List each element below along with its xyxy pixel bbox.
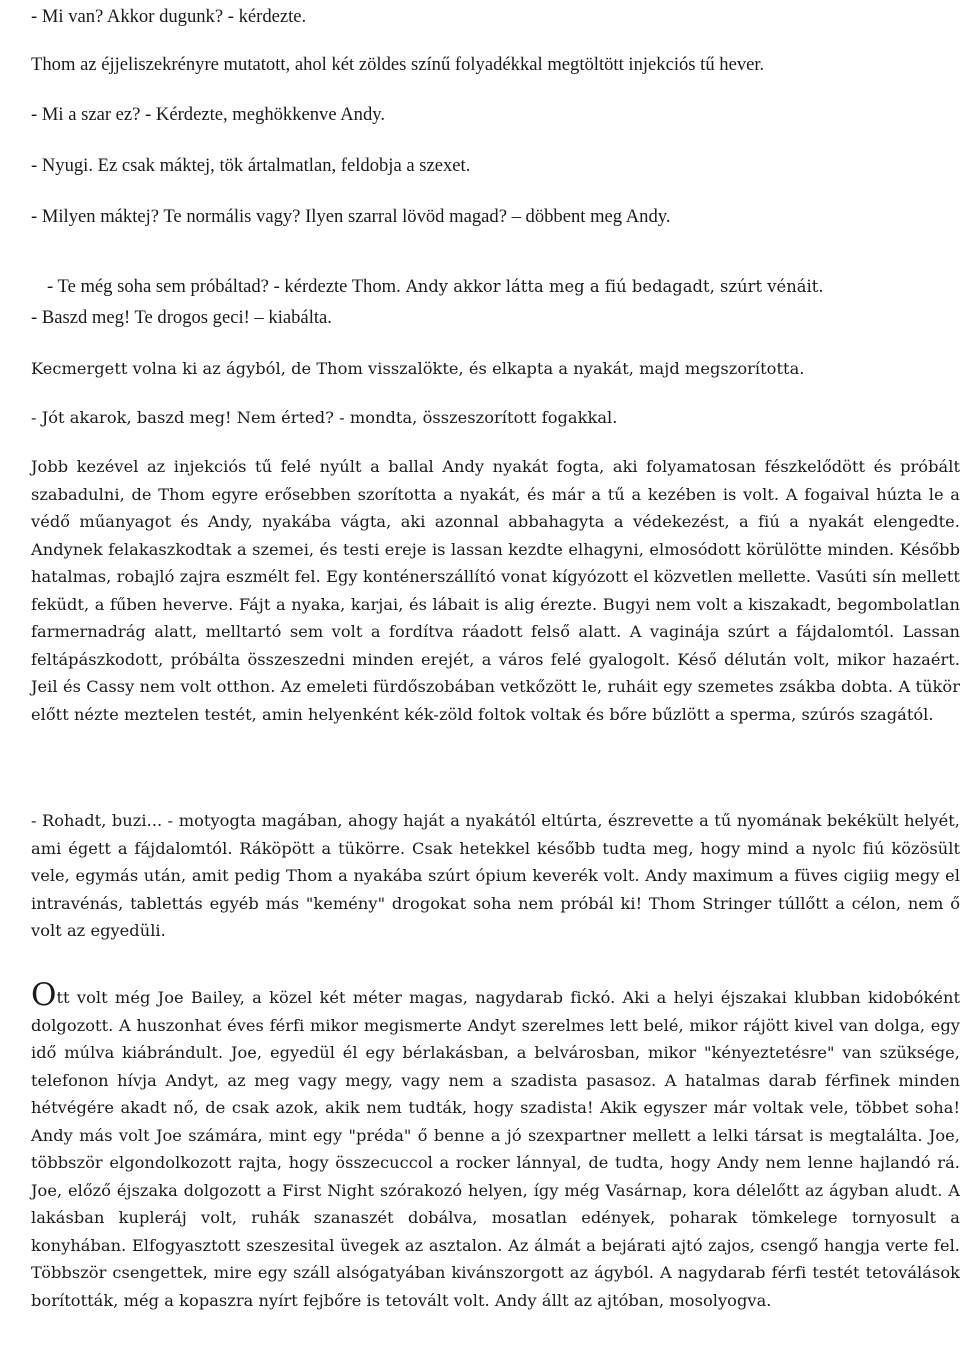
text-segment: Andy akkor látta meg a fiú bedagadt, szúrt vénáit. [400, 277, 824, 296]
text-line: - Mi a szar ez? - Kérdezte, meghökkenve Andy. [31, 104, 385, 125]
paragraph-body: tt volt még Joe Bailey, a közel két méter magas, nagydarab fickó. Aki a helyi éjszakai klubban kidobóként dolgozott. A huszonhat éves férfi mikor megismerte Andyt szerelmes lett belé, mikor rájött kivel van dolga, egy idő múlva kiábrándult. Joe, egyedül él egy bérlakásban, a belvárosban, mikor "kényeztetésre" van szüksége, telefonon hívja Andyt, az meg vagy megy, vagy nem a szadista pasasoz. A hatalmas darab férfinek minden hétvégére akadt nő, de csak azok, akik nem tudták, hogy szadista! Akik egyszer már voltak vele, többet soha! Andy más volt Joe számára, mint egy "préda" ő benne a jó szexpartner mellett a lelki társat is megtalálta. Joe, többször elgondolkozott rajta, hogy összecuccol a rocker lánnyal, de tudta, hogy Andy nem lenne hajlandó rá. Joe, előző éjszaka dolgozott a First Night szórakozó helyen, így még Vasárnap, kora délelőtt az ágyban aludt. A lakásban kupleráj volt, ruhák szanaszét dobálva, mosatlan edények, poharak tömkelege tornyosult a konyhában. Elfogyasztott szeszesital üvegek az asztalon. Az álmát a bejárati ajtó zajos, csengő hangja verte fel. Többször csengettek, mire egy száll alsógatyában kivánszorgott az ágyból. A nagydarab férfi testét tetoválások borították, még a kopaszra nyírt fejbőre is tetovált volt. Andy állt az ajtóban, mosolyogva. [31, 988, 960, 1310]
drop-cap-letter: O [31, 977, 57, 1013]
text-line: Thom az éjjeliszekrényre mutatott, ahol két zöldes színű folyadékkal megtöltött injekciós tű hever. [31, 54, 765, 75]
paragraph-dropcap [31, 977, 960, 1314]
paragraph: Jobb kezével az injekciós tű felé nyúlt a ballal Andy nyakát fogta, aki folyamatosan fészkelődött és próbált szabadulni, de Thom egyre erősebben szorította a nyakát, és már a tű a kezében is volt. A fogaival húzta le a védő műanyagot és Andy, nyakába vágta, aki azonnal abbahagyta a védekezést, a fiú a nyakát elengedte. Andynek felakaszkodtak a szemei, és testi ereje is lassan kezdte elhagyni, elmosódott körülötte minden. Később hatalmas, robajló zajra eszmélt fel. Egy konténerszállító vonat kígyózott el közvetlen mellette. Vasúti sín mellett feküdt, a fűben heverve. Fájt a nyaka, karjai, és lábait is alig érezte. Bugyi nem volt a kiszakadt, begombolatlan farmernadrág alatt, melltartó sem volt a fordítva ráadott felső alatt. A vaginája szúrt a fájdalomtól. Lassan feltápászkodott, próbálta összeszedni minden erejét, a város felé gyalogolt. Késő délután volt, mikor hazaért. Jeil és Cassy nem volt otthon. Az emeleti fürdőszobában vetkőzött le, ruháit egy szemetes zsákba dobta. A tükör előtt nézte meztelen testét, amin helyenként kék-zöld foltok voltak és bőre bűzlött a sperma, szúrós szagától. [31, 457, 960, 724]
text-line: - Nyugi. Ez csak máktej, tök ártalmatlan, feldobja a szexet. [31, 155, 471, 176]
text-line: - Baszd meg! Te drogos geci! – kiabálta. [31, 307, 332, 328]
paragraph: - Rohadt, buzi... - motyogta magában, ahogy haját a nyakától eltúrta, észrevette a tű nyomának bekékült helyét, ami égett a fájdalomtól. Ráköpött a tükörre. Csak hetekkel később tudta meg, hogy mind a nyolc fiú közösült vele, egymás után, amit pedig Thom a nyakába szúrt ópium keverék volt. Andy maximum a füves cigiig megy el intravénás, tablettás egyéb más "kemény" drogokat soha nem próbál ki! Thom Stringer túllőtt a célon, nem ő volt az egyedüli. [31, 811, 960, 940]
text-line: - Jót akarok, baszd meg! Nem érted? - mondta, összeszorított fogakkal. [31, 408, 618, 427]
text-line: - Mi van? Akkor dugunk? - kérdezte. [31, 6, 307, 27]
text-line: - Milyen máktej? Te normális vagy? Ilyen szarral lövöd magad? – döbbent meg Andy. [31, 206, 671, 227]
text-line: Kecmergett volna ki az ágyból, de Thom visszalökte, és elkapta a nyakát, majd megszorította. [31, 359, 805, 378]
text-segment: - Te még soha sem próbáltad? - kérdezte Thom. [47, 276, 401, 297]
